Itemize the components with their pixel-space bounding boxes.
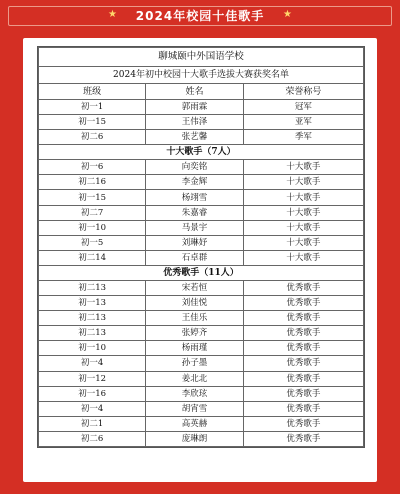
cell-class: 初一6 [39, 160, 146, 175]
cell-class: 初二6 [39, 431, 146, 446]
cell-honor: 优秀歌手 [243, 296, 363, 311]
cell-honor: 优秀歌手 [243, 356, 363, 371]
cell-class: 初二1 [39, 416, 146, 431]
cell-honor: 十大歌手 [243, 175, 363, 190]
column-header-class: 班级 [39, 84, 146, 100]
cell-name: 朱嘉睿 [146, 205, 244, 220]
cell-name: 高英赫 [146, 416, 244, 431]
table-row [39, 280, 364, 295]
table-row [39, 401, 364, 416]
cell-name: 庞琳朗 [146, 431, 244, 446]
cell-class: 初二16 [39, 175, 146, 190]
cell-honor: 十大歌手 [243, 250, 363, 265]
cell-name: 张婷齐 [146, 326, 244, 341]
cell-honor: 优秀歌手 [243, 326, 363, 341]
cell-name: 李欣玹 [146, 386, 244, 401]
cell-honor: 季军 [243, 130, 363, 145]
cell-name: 姜北北 [146, 371, 244, 386]
column-header-name: 姓名 [146, 84, 244, 100]
cell-honor: 优秀歌手 [243, 401, 363, 416]
table-row [39, 175, 364, 190]
cell-class: 初一13 [39, 296, 146, 311]
table-row [39, 326, 364, 341]
cell-honor: 十大歌手 [243, 220, 363, 235]
cell-name: 王伟泽 [146, 115, 244, 130]
cell-class: 初二7 [39, 205, 146, 220]
table-row [39, 115, 364, 130]
table-row [39, 386, 364, 401]
section-top10: 十大歌手（7人） [39, 145, 364, 160]
cell-honor: 优秀歌手 [243, 416, 363, 431]
cell-class: 初二13 [39, 326, 146, 341]
table-row [39, 160, 364, 175]
table-row [39, 296, 364, 311]
table-row [39, 100, 364, 115]
table-subtitle: 2024年初中校园十大歌手选拔大赛获奖名单 [39, 67, 364, 84]
cell-name: 刘琳妤 [146, 235, 244, 250]
cell-name: 孙子墨 [146, 356, 244, 371]
cell-honor: 优秀歌手 [243, 386, 363, 401]
cell-class: 初二13 [39, 280, 146, 295]
table-row [39, 220, 364, 235]
cell-name: 向奕铭 [146, 160, 244, 175]
cell-honor: 优秀歌手 [243, 371, 363, 386]
cell-class: 初一4 [39, 356, 146, 371]
cell-honor: 十大歌手 [243, 190, 363, 205]
award-table [38, 47, 364, 447]
table-row [39, 341, 364, 356]
cell-class: 初一4 [39, 401, 146, 416]
table-row [39, 205, 364, 220]
cell-honor: 亚军 [243, 115, 363, 130]
column-header-honor: 荣誉称号 [243, 84, 363, 100]
table-row [39, 356, 364, 371]
cell-honor: 十大歌手 [243, 205, 363, 220]
cell-honor: 优秀歌手 [243, 311, 363, 326]
cell-class: 初二14 [39, 250, 146, 265]
page-banner [0, 0, 400, 30]
cell-name: 李金辉 [146, 175, 244, 190]
school-name: 聊城颐中外国语学校 [39, 48, 364, 67]
cell-honor: 优秀歌手 [243, 431, 363, 446]
section-excellent-row [39, 265, 364, 280]
cell-honor: 十大歌手 [243, 235, 363, 250]
table-row [39, 235, 364, 250]
cell-honor: 优秀歌手 [243, 280, 363, 295]
banner-title: 2024年校园十佳歌手 [135, 8, 265, 23]
header-row [39, 84, 364, 100]
cell-name: 杨雨瑾 [146, 341, 244, 356]
cell-name: 杨翊雪 [146, 190, 244, 205]
table-row [39, 250, 364, 265]
cell-name: 石卓群 [146, 250, 244, 265]
cell-class: 初一5 [39, 235, 146, 250]
cell-class: 初一15 [39, 115, 146, 130]
cell-name: 张艺馨 [146, 130, 244, 145]
table-row [39, 431, 364, 446]
cell-class: 初一1 [39, 100, 146, 115]
cell-class: 初一15 [39, 190, 146, 205]
cell-honor: 十大歌手 [243, 160, 363, 175]
table-row [39, 130, 364, 145]
content-panel [23, 38, 377, 482]
cell-name: 郭雨霖 [146, 100, 244, 115]
cell-name: 马景宇 [146, 220, 244, 235]
cell-honor: 冠军 [243, 100, 363, 115]
table-row [39, 371, 364, 386]
table-row [39, 190, 364, 205]
cell-name: 王佳乐 [146, 311, 244, 326]
star-icon: ★ [283, 9, 292, 20]
cell-class: 初一10 [39, 341, 146, 356]
subtitle-row [39, 67, 364, 84]
cell-name: 宋若恒 [146, 280, 244, 295]
cell-honor: 优秀歌手 [243, 341, 363, 356]
star-icon: ★ [108, 9, 117, 20]
cell-class: 初一16 [39, 386, 146, 401]
cell-class: 初一10 [39, 220, 146, 235]
section-excellent: 优秀歌手（11人） [39, 265, 364, 280]
cell-name: 胡宵雪 [146, 401, 244, 416]
table-row [39, 416, 364, 431]
cell-class: 初一12 [39, 371, 146, 386]
school-row [39, 48, 364, 67]
award-sheet [37, 46, 365, 448]
cell-class: 初二6 [39, 130, 146, 145]
cell-name: 刘佳悦 [146, 296, 244, 311]
table-row [39, 311, 364, 326]
cell-class: 初二13 [39, 311, 146, 326]
section-top10-row [39, 145, 364, 160]
